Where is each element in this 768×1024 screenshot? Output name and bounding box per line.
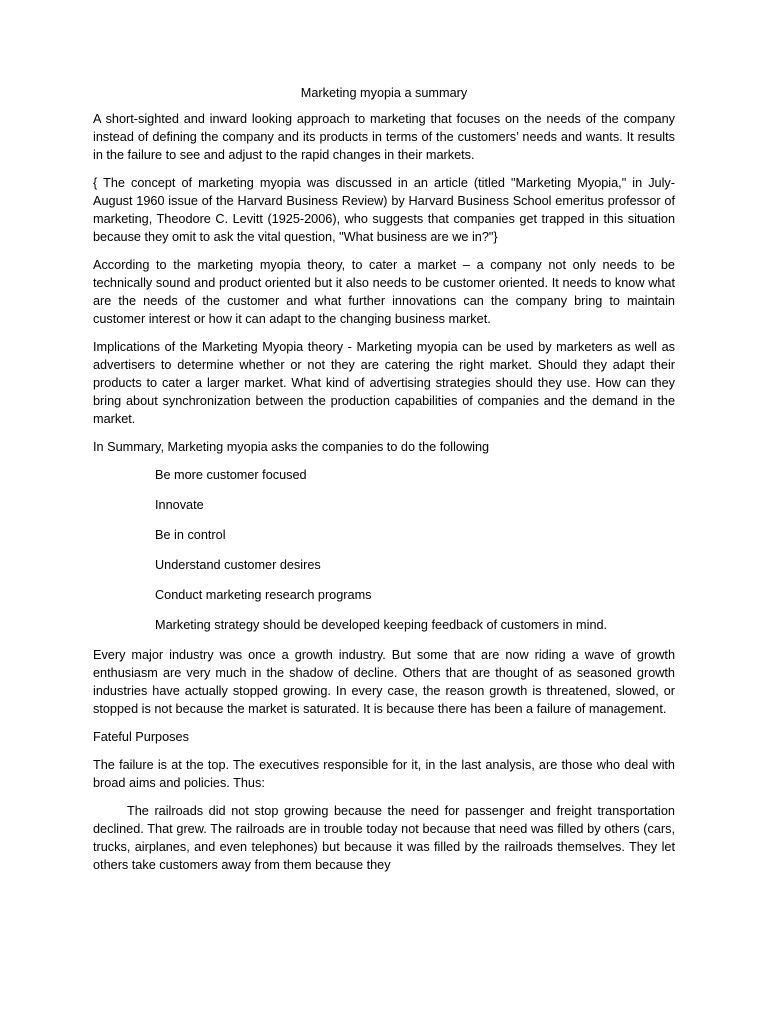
document-title: Marketing myopia a summary (300, 86, 468, 100)
paragraph-definition: A short-sighted and inward looking approach to marketing that focuses on the needs of the company instead of defining the company and its products in terms of the customers’ needs and wants. It results in the failure to see and adjust to the rapid changes in their markets. (93, 112, 675, 162)
list-item: Be more customer focused (155, 468, 307, 482)
summary-list (93, 466, 675, 634)
list-item: Innovate (155, 498, 204, 512)
paragraph-summary-intro: In Summary, Marketing myopia asks the companies to do the following (93, 440, 490, 454)
paragraph-implications: Implications of the Marketing Myopia theory - Marketing myopia can be used by marketers as well as advertisers to determine whether or not they are catering the right market. Should they adapt their products to cater a larger market. What kind of advertising strategies should they use. How can they bring about synchronization between the production capabilities of companies and the demand in the market. (93, 340, 675, 426)
list-item: Understand customer desires (155, 558, 321, 572)
document-page (93, 84, 675, 874)
paragraph-railroads: The railroads did not stop growing because the need for passenger and freight transportation declined. That grew. The railroads are in trouble today not because that need was filled by others (cars, trucks, airplanes, and even telephones) but because it was filled by the railroads themselves. They let others take customers away from them because they (93, 804, 675, 872)
paragraph-failure-at-top: The failure is at the top. The executives responsible for it, in the last analysis, are those who deal with broad aims and policies. Thus: (93, 758, 675, 790)
paragraph-theory: According to the marketing myopia theory, to cater a market – a company not only needs to be technically sound and product oriented but it also needs to be customer oriented. It needs to know what are the needs of the customer and what further innovations can the company bring to maintain customer interest or how it can adapt to the changing business market. (93, 258, 675, 326)
list-item: Conduct marketing research programs (155, 588, 372, 602)
section-heading-fateful-purposes: Fateful Purposes (93, 730, 189, 744)
list-item: Marketing strategy should be developed keeping feedback of customers in mind. (155, 618, 608, 632)
paragraph-growth-industry: Every major industry was once a growth industry. But some that are now riding a wave of growth enthusiasm are very much in the shadow of decline. Others that are thought of as seasoned growth industries have actually stopped growing. In every case, the reason growth is threatened, slowed, or stopped is not because the market is saturated. It is because there has been a failure of management. (93, 648, 675, 716)
list-item: Be in control (155, 528, 226, 542)
paragraph-origin: { The concept of marketing myopia was discussed in an article (titled "Marketing Myopia," in July-August 1960 issue of the Harvard Business Review) by Harvard Business School emeritus professor of marketing, Theodore C. Levitt (1925-2006), who suggests that companies get trapped in this situation because they omit to ask the vital question, "What business are we in?"} (93, 176, 675, 244)
